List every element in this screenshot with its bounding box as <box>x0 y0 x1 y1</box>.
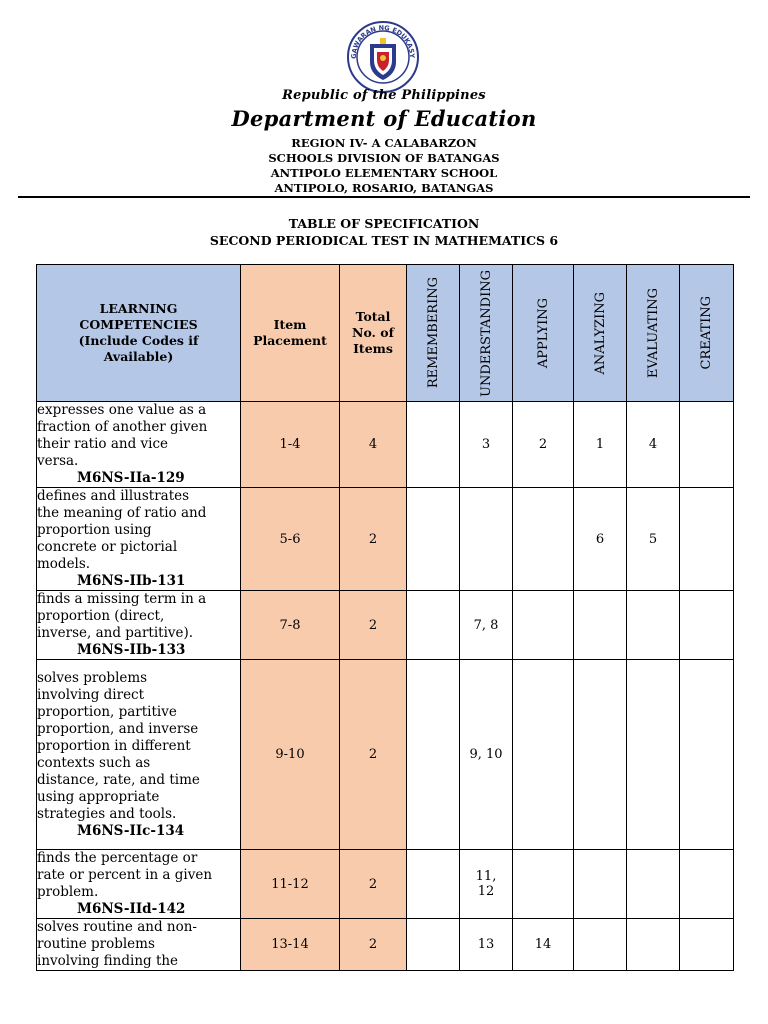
competency-cell: finds a missing term in a proportion (direct, inverse, and partitive). M6NS-IIb-133 <box>37 591 241 660</box>
creating-cell <box>680 488 734 591</box>
header-total-items: Total No. of Items <box>340 265 407 402</box>
competency-code: M6NS-IIc-134 <box>77 822 185 839</box>
header-analyzing: ANALYZING <box>574 265 627 402</box>
competency-cell: expresses one value as a fraction of another given their ratio and vice versa. M6NS-IIa-129 <box>37 402 241 488</box>
competency-cell: finds the percentage or rate or percent in a given problem. M6NS-IId-142 <box>37 850 241 919</box>
understanding-cell: 9, 10 <box>460 660 513 850</box>
placement-cell: 7-8 <box>241 591 340 660</box>
deped-seal <box>346 20 420 94</box>
region-line: REGION IV- A CALABARZON <box>291 136 477 150</box>
evaluating-cell <box>627 591 680 660</box>
header-item-placement: Item Placement <box>241 265 340 402</box>
division-line: SCHOOLS DIVISION OF BATANGAS <box>268 151 500 165</box>
placement-cell: 1-4 <box>241 402 340 488</box>
table-header-row <box>37 265 734 402</box>
applying-cell <box>513 591 574 660</box>
header-understanding: UNDERSTANDING <box>460 265 513 402</box>
total-cell: 2 <box>340 919 407 971</box>
creating-cell <box>680 402 734 488</box>
evaluating-cell <box>627 919 680 971</box>
total-cell: 2 <box>340 488 407 591</box>
creating-cell <box>680 591 734 660</box>
understanding-cell <box>460 488 513 591</box>
placement-cell: 13-14 <box>241 919 340 971</box>
competency-code: M6NS-IIb-133 <box>77 642 186 658</box>
header-remembering: REMEMBERING <box>407 265 460 402</box>
understanding-cell: 3 <box>460 402 513 488</box>
applying-cell: 14 <box>513 919 574 971</box>
seal-text: GAWARAN NG EDUKASY <box>349 23 417 59</box>
table-row <box>37 591 734 660</box>
evaluating-cell <box>627 660 680 850</box>
remembering-cell <box>407 488 460 591</box>
applying-cell <box>513 850 574 919</box>
creating-cell <box>680 660 734 850</box>
competency-cell: solves problems involving direct proportion, partitive proportion, and inverse proportion in different contexts such as distance, rate, and time using appropriate strategies and tools. M6NS-IIc-134 <box>37 660 241 850</box>
evaluating-cell: 4 <box>627 402 680 488</box>
analyzing-cell <box>574 660 627 850</box>
table-row <box>37 488 734 591</box>
remembering-cell <box>407 919 460 971</box>
analyzing-cell <box>574 850 627 919</box>
applying-cell <box>513 660 574 850</box>
remembering-cell <box>407 591 460 660</box>
school-line: ANTIPOLO ELEMENTARY SCHOOL <box>270 166 498 180</box>
competency-cell: solves routine and non- routine problems involving finding the <box>37 919 241 971</box>
document-title: TABLE OF SPECIFICATION <box>288 216 480 231</box>
republic-heading: Republic of the Philippines <box>282 88 486 103</box>
placement-cell: 5-6 <box>241 488 340 591</box>
department-heading: Department of Education <box>231 106 537 131</box>
placement-cell: 11-12 <box>241 850 340 919</box>
remembering-cell <box>407 660 460 850</box>
competency-code: M6NS-IId-142 <box>77 901 186 917</box>
total-cell: 2 <box>340 660 407 850</box>
competency-cell: defines and illustrates the meaning of ratio and proportion using concrete or pictorial models. M6NS-IIb-131 <box>37 488 241 591</box>
table-row <box>37 850 734 919</box>
remembering-cell <box>407 850 460 919</box>
analyzing-cell <box>574 919 627 971</box>
total-cell: 2 <box>340 850 407 919</box>
location-line: ANTIPOLO, ROSARIO, BATANGAS <box>274 181 494 195</box>
understanding-cell: 13 <box>460 919 513 971</box>
total-cell: 4 <box>340 402 407 488</box>
table-row <box>37 660 734 850</box>
header-competencies: LEARNING COMPETENCIES (Include Codes if Available) <box>37 265 241 402</box>
understanding-cell: 11, 12 <box>460 850 513 919</box>
header-creating: CREATING <box>680 265 734 402</box>
header-evaluating: EVALUATING <box>627 265 680 402</box>
table-row <box>37 402 734 488</box>
creating-cell <box>680 850 734 919</box>
specification-table <box>36 264 734 971</box>
competency-code: M6NS-IIa-129 <box>77 470 185 486</box>
understanding-cell: 7, 8 <box>460 591 513 660</box>
header-divider <box>18 196 750 198</box>
placement-cell: 9-10 <box>241 660 340 850</box>
creating-cell <box>680 919 734 971</box>
evaluating-cell <box>627 850 680 919</box>
applying-cell <box>513 488 574 591</box>
table-row <box>37 919 734 971</box>
total-cell: 2 <box>340 591 407 660</box>
competency-code: M6NS-IIb-131 <box>77 573 186 589</box>
analyzing-cell: 6 <box>574 488 627 591</box>
header-applying: APPLYING <box>513 265 574 402</box>
analyzing-cell <box>574 591 627 660</box>
applying-cell: 2 <box>513 402 574 488</box>
document-subtitle: SECOND PERIODICAL TEST IN MATHEMATICS 6 <box>209 233 559 248</box>
evaluating-cell: 5 <box>627 488 680 591</box>
analyzing-cell: 1 <box>574 402 627 488</box>
remembering-cell <box>407 402 460 488</box>
